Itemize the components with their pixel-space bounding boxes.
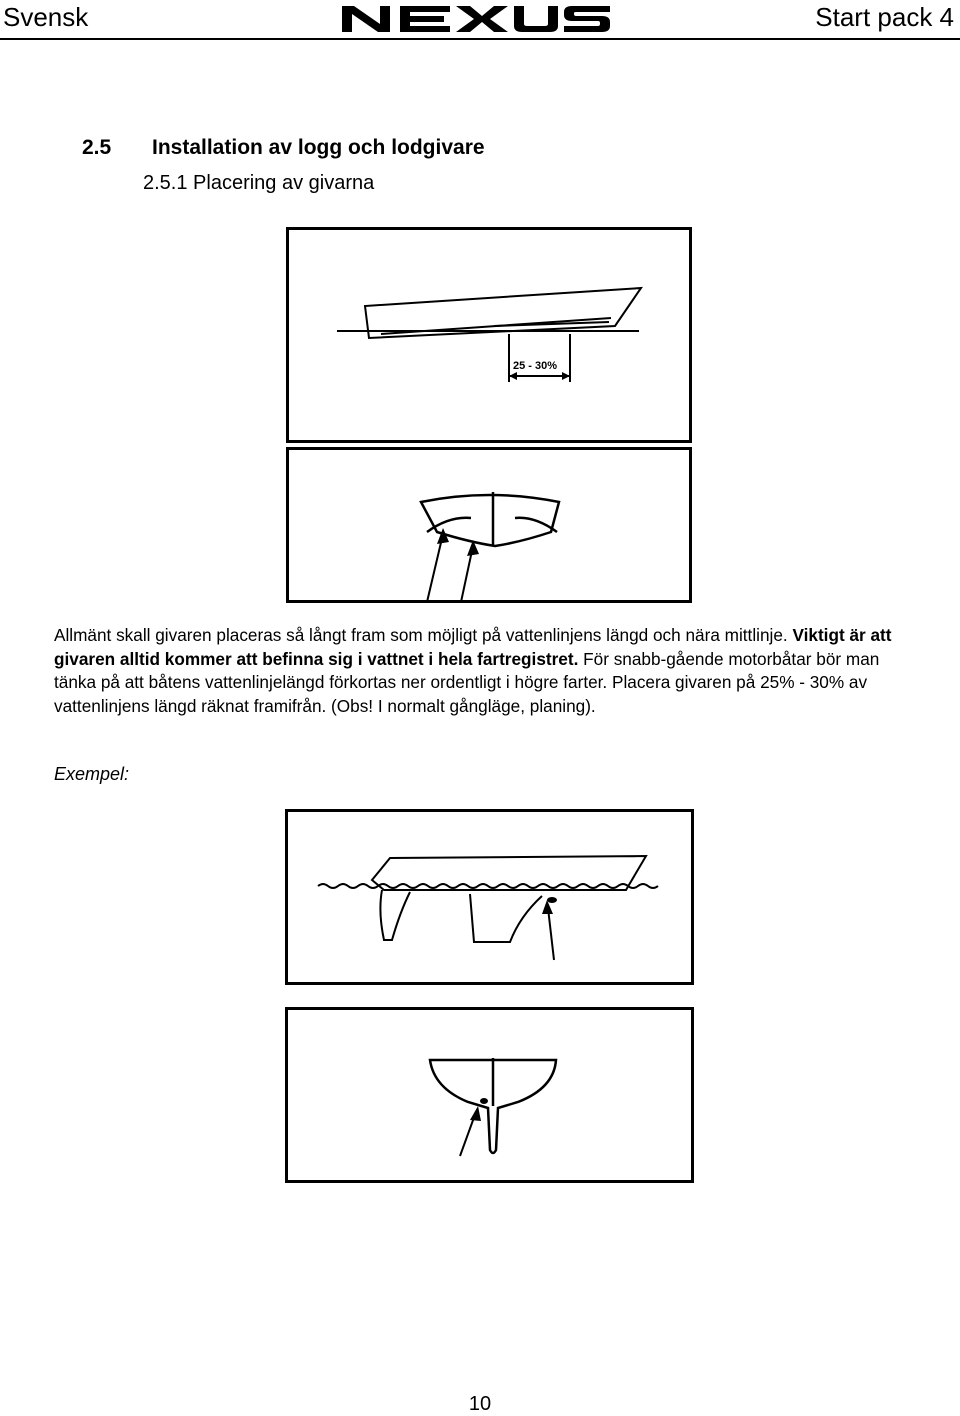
hull-section-view-figure — [286, 447, 692, 603]
page-number: 10 — [468, 1393, 492, 1415]
body-important: Viktigt är att givaren alltid kommer att befinna sig i vattnet i hela fartregistret. — [54, 625, 892, 669]
hull-side-view-drawing — [289, 230, 695, 446]
sailboat-section-view-figure — [285, 1007, 694, 1183]
section-heading — [82, 136, 485, 160]
hull-side-view-figure — [286, 227, 692, 443]
header-language: Svensk — [3, 2, 89, 32]
header-doc-name: Start pack 4 — [815, 2, 954, 32]
sailboat-section-view-drawing — [288, 1010, 697, 1186]
section-title: Installation av logg och lodgivare — [152, 136, 485, 159]
sailboat-side-view-figure — [285, 809, 694, 985]
range-label: 25 - 30% — [513, 360, 558, 372]
example-label: Exempel: — [54, 764, 130, 784]
body-rest: För snabb-gående motorbåtar bör man tänka på att båtens vattenlinjelängd förkortas ner ordentligt i högre farter. Placera givaren på 25% - 30% av vattenlinjens längd räknat framifrån. (Obs! I normalt gångläge, planing). — [54, 648, 880, 716]
header-rule — [0, 38, 960, 40]
body-intro: Allmänt skall givaren placeras så långt fram som möjligt på vattenlinjens längd och nära mittlinje. — [54, 625, 793, 645]
body-paragraph — [54, 624, 906, 718]
section-number: 2.5 — [82, 136, 112, 159]
subsection-heading: 2.5.1 Placering av givarna — [143, 172, 375, 194]
hull-section-view-drawing — [289, 450, 695, 606]
sailboat-side-view-drawing — [288, 812, 697, 988]
nexus-logo — [340, 0, 612, 36]
